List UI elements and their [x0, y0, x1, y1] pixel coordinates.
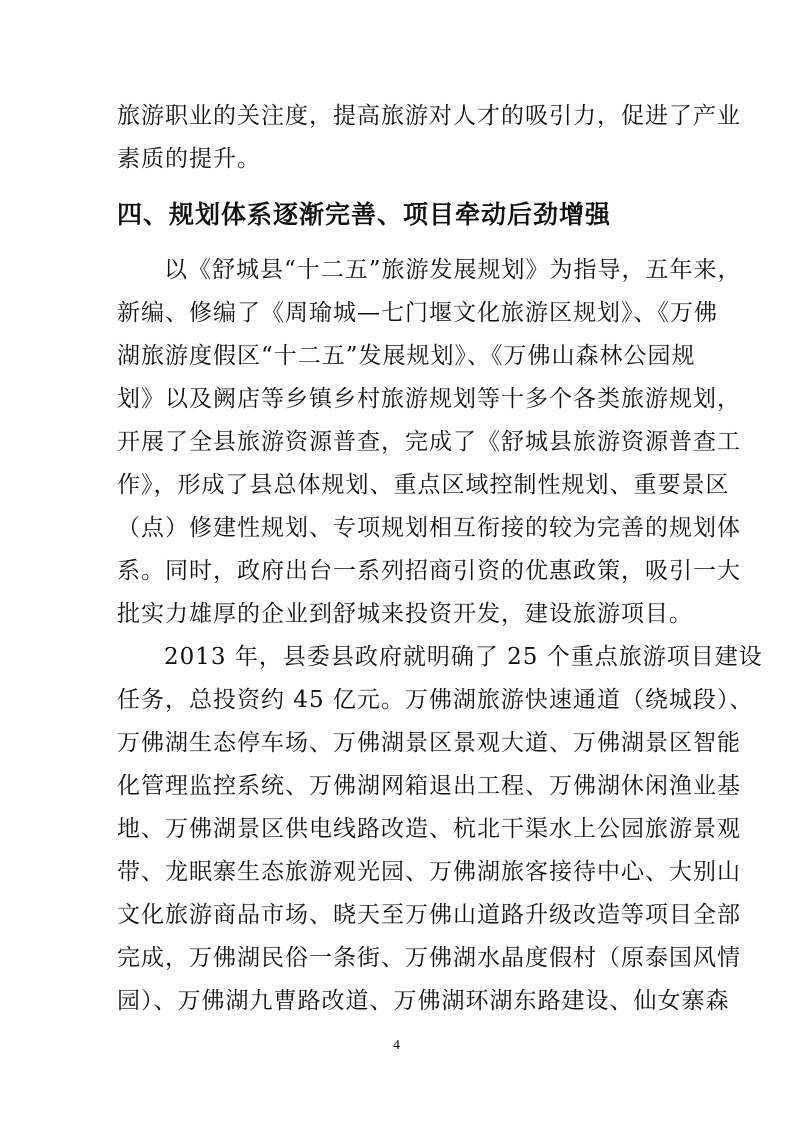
paragraph-line: 地、万佛湖景区供电线路改造、杭北干渠水上公园旅游景观 [117, 816, 741, 842]
paragraph-line: 以《舒城县“十二五”旅游发展规划》为指导，五年来， [164, 257, 742, 283]
paragraph-line: 万佛湖生态停车场、万佛湖景区景观大道、万佛湖景区智能 [117, 730, 741, 756]
paragraph-line: 批实力雄厚的企业到舒城来投资开发，建设旅游项目。 [117, 601, 693, 627]
paragraph-line: 文化旅游商品市场、晓天至万佛山道路升级改造等项目全部 [117, 902, 741, 928]
section-heading: 四、规划体系逐渐完善、项目牵动后劲增强 [117, 200, 612, 229]
paragraph-line: 任务，总投资约 45 亿元。万佛湖旅游快速通道（绕城段）、 [117, 687, 754, 713]
paragraph-line: 作》，形成了县总体规划、重点区域控制性规划、重要景区 [117, 472, 730, 498]
paragraph-line: 素质的提升。 [117, 146, 261, 172]
page-number: 4 [393, 1038, 400, 1053]
paragraph-line: 系。同时，政府出台一系列招商引资的优惠政策，吸引一大 [117, 558, 741, 584]
paragraph-line: 湖旅游度假区“十二五”发展规划》、《万佛山森林公园规 [117, 343, 696, 369]
paragraph-line: 旅游职业的关注度，提高旅游对人才的吸引力，促进了产业 [117, 103, 741, 129]
paragraph-line: （点）修建性规划、专项规划相互衔接的较为完善的规划体 [117, 515, 741, 541]
paragraph-line: 开展了全县旅游资源普查，完成了《舒城县旅游资源普查工 [117, 429, 741, 455]
paragraph-line: 2013 年，县委县政府就明确了 25 个重点旅游项目建设 [164, 644, 763, 670]
paragraph-line: 园）、万佛湖九曹路改道、万佛湖环湖东路建设、仙女寨森 [117, 988, 730, 1014]
paragraph-line: 新编、修编了《周瑜城—七门堰文化旅游区规划》、《万佛 [117, 300, 718, 326]
paragraph-line: 划》以及阙店等乡镇乡村旅游规划等十多个各类旅游规划， [117, 386, 741, 412]
paragraph-line: 完成，万佛湖民俗一条街、万佛湖水晶度假村（原泰国风情 [117, 945, 741, 971]
paragraph-line: 化管理监控系统、万佛湖网箱退出工程、万佛湖休闲渔业基 [117, 773, 741, 799]
paragraph-line: 带、龙眠寨生态旅游观光园、万佛湖旅客接待中心、大别山 [117, 859, 741, 885]
